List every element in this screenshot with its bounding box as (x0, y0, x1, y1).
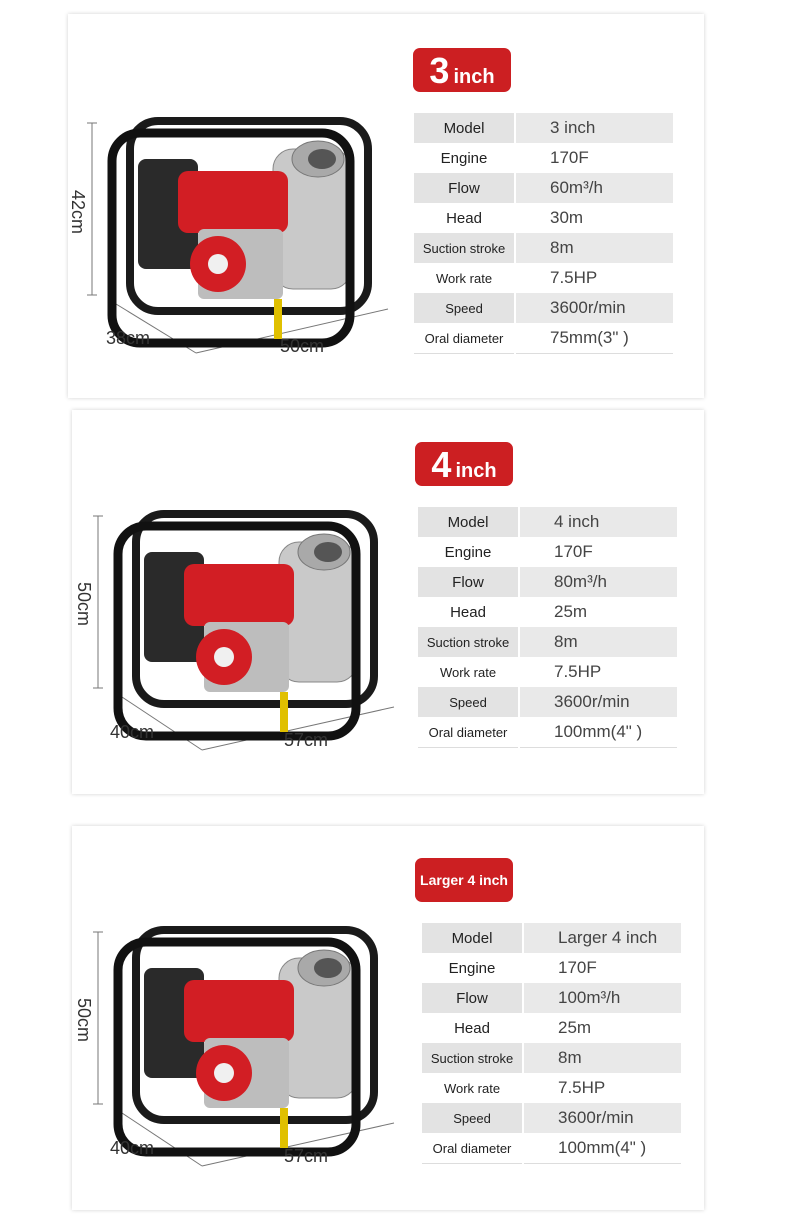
spec-value: 3 inch (515, 113, 673, 143)
spec-label: Oral diameter (422, 1133, 523, 1164)
spec-label: Engine (414, 143, 515, 173)
depth-dimension: 38cm (106, 328, 151, 348)
spec-value: 8m (515, 233, 673, 263)
spec-label: Model (418, 507, 519, 537)
spec-table (422, 923, 681, 1164)
spec-label: Suction stroke (418, 627, 519, 657)
spec-value: 30m (550, 208, 584, 227)
height-dimension: 50cm (74, 998, 94, 1043)
model-badge: Larger 4 inch (415, 858, 513, 902)
spec-label: Suction stroke (414, 233, 515, 263)
spec-value: 25m (558, 1018, 592, 1037)
spec-value: 170F (550, 148, 589, 167)
model-badge: 4 inch (415, 442, 513, 486)
spec-value: 4 inch (519, 507, 677, 537)
spec-label: Model (422, 923, 523, 953)
spec-value: 170F (558, 958, 597, 977)
spec-label: Flow (422, 983, 523, 1013)
model-badge: 3 inch (413, 48, 511, 92)
height-dimension: 42cm (68, 190, 88, 235)
spec-label: Speed (422, 1103, 523, 1133)
spec-label: Work rate (418, 657, 519, 687)
spec-value: 3600r/min (519, 687, 677, 717)
spec-value: 7.5HP (554, 662, 602, 681)
product-card-larger-4inch (72, 826, 704, 1210)
spec-value: 8m (519, 627, 677, 657)
product-card-3inch (68, 14, 704, 398)
spec-value: 8m (523, 1043, 681, 1073)
height-dimension: 50cm (74, 582, 94, 627)
spec-label: Model (414, 113, 515, 143)
spec-label: Speed (414, 293, 515, 323)
spec-label: Flow (418, 567, 519, 597)
spec-label: Flow (414, 173, 515, 203)
spec-table (418, 507, 677, 748)
spec-value: 80m³/h (519, 567, 677, 597)
spec-label: Engine (422, 953, 523, 983)
spec-value: 7.5HP (550, 268, 598, 287)
spec-label: Oral diameter (414, 323, 515, 354)
spec-value: 100m³/h (523, 983, 681, 1013)
spec-value: 170F (554, 542, 593, 561)
spec-value: 7.5HP (558, 1078, 606, 1097)
spec-table (414, 113, 673, 354)
product-card-4inch (72, 410, 704, 794)
spec-label: Speed (418, 687, 519, 717)
spec-label: Work rate (414, 263, 515, 293)
width-dimension: 50cm (280, 336, 325, 356)
width-dimension: 57cm (284, 730, 329, 750)
spec-label: Head (418, 597, 519, 627)
depth-dimension: 40cm (110, 1138, 155, 1158)
depth-dimension: 40cm (110, 722, 155, 742)
spec-label: Engine (418, 537, 519, 567)
spec-label: Head (422, 1013, 523, 1043)
spec-label: Head (414, 203, 515, 233)
spec-value: 3600r/min (523, 1103, 681, 1133)
spec-value: 3600r/min (515, 293, 673, 323)
spec-label: Oral diameter (418, 717, 519, 748)
spec-value: 100mm(4" ) (519, 717, 677, 748)
spec-value: 60m³/h (515, 173, 673, 203)
spec-label: Suction stroke (422, 1043, 523, 1073)
spec-value: 100mm(4" ) (523, 1133, 681, 1164)
spec-value: 25m (554, 602, 588, 621)
width-dimension: 57cm (284, 1146, 329, 1166)
spec-label: Work rate (422, 1073, 523, 1103)
spec-value: Larger 4 inch (523, 923, 681, 953)
spec-value: 75mm(3" ) (515, 323, 673, 354)
